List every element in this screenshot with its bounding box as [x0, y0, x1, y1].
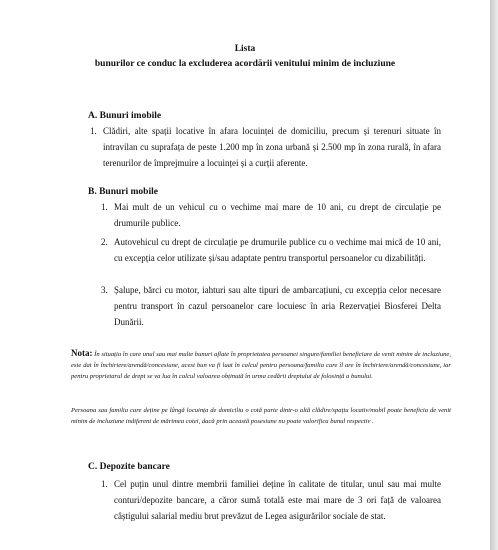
- section-c-heading: C. Depozite bancare: [88, 462, 170, 472]
- item-text: Clădiri, alte spații locative în afara locuinței de domiciliu, precum și terenuri situate în intravilan cu suprafața de peste 1.200 mp în zona urbană și 2.500 mp în zona rurală, în afara terenurilor de împrejmuire a locuinței și a curții aferente.: [103, 126, 441, 168]
- note-label: Nota:: [71, 348, 93, 358]
- note-paragraph-2: [71, 405, 451, 427]
- section-a-heading: A. Bunuri imobile: [88, 111, 162, 121]
- item-number: 1.: [101, 479, 108, 489]
- item-number: 3.: [101, 285, 108, 295]
- document-subtitle: bunurilor ce conduc la excluderea acordării venitului minim de incluziune: [94, 59, 396, 69]
- item-text: Mai mult de un vehicul cu o vechime mai mare de 10 ani, cu drept de circulație pe drumurile publice.: [114, 202, 441, 228]
- section-c-item-1: [101, 476, 441, 524]
- note-text-2: Persoana sau familia care deține pe lângă locuința de domiciliu o cotă parte dintr-o altă clădire/spațiu locativ/mobil poate beneficia de venit minim de incluziune indiferent de mărimea cotei, dacă prin această posesiune nu poate valorifica bunul respectiv .: [71, 407, 451, 425]
- note-paragraph-1: [71, 348, 451, 382]
- item-number: 1.: [90, 126, 97, 136]
- item-text: Șalupe, bărci cu motor, iahturi sau alte tipuri de ambarcațiuni, cu excepția celor necesare pentru transport în cazul persoanelor care locuiesc în aria Rezervației Biosferei Delta Dunării.: [114, 285, 441, 327]
- item-number: 1.: [101, 202, 108, 212]
- section-b-item-1: [101, 199, 441, 231]
- section-a-item-1: [90, 123, 441, 171]
- note-text-1: În situația în care unul sau mai multe bunuri aflate în proprietatea persoanei singure/familiei beneficiare de venit minim de incluziune, este dat în închiriere/arendă/concesiune, acest bun va fi luat în calcul pentru persoana/familia care îl are în închiriere/arendă/concesiune, iar pentru proprietarul de drept se va lua în calcul valoarea obținută în urma cedării dreptului de folosință a bunului.: [71, 351, 451, 380]
- section-b-item-2: [101, 234, 441, 266]
- item-text: Autovehicul cu drept de circulație pe drumurile publice cu o vechime mai mică de 10 ani, cu excepția celor utilizate și/sau adaptate pentru transportul persoanelor cu dizabilități.: [114, 237, 441, 263]
- document-title: Lista: [234, 44, 256, 54]
- item-number: 2.: [101, 237, 108, 247]
- section-b-item-3: [101, 282, 441, 330]
- page-edge: [490, 0, 498, 550]
- section-b-heading: B. Bunuri mobile: [88, 187, 158, 197]
- item-text: Cel puțin unul dintre membrii familiei deține în calitate de titular, unul sau mai multe conturi/depozite bancare, a căror sumă totală este mai mare de 3 ori față de valoarea câștigului salarial mediu brut prevăzut de Legea asigurărilor sociale de stat.: [114, 479, 441, 521]
